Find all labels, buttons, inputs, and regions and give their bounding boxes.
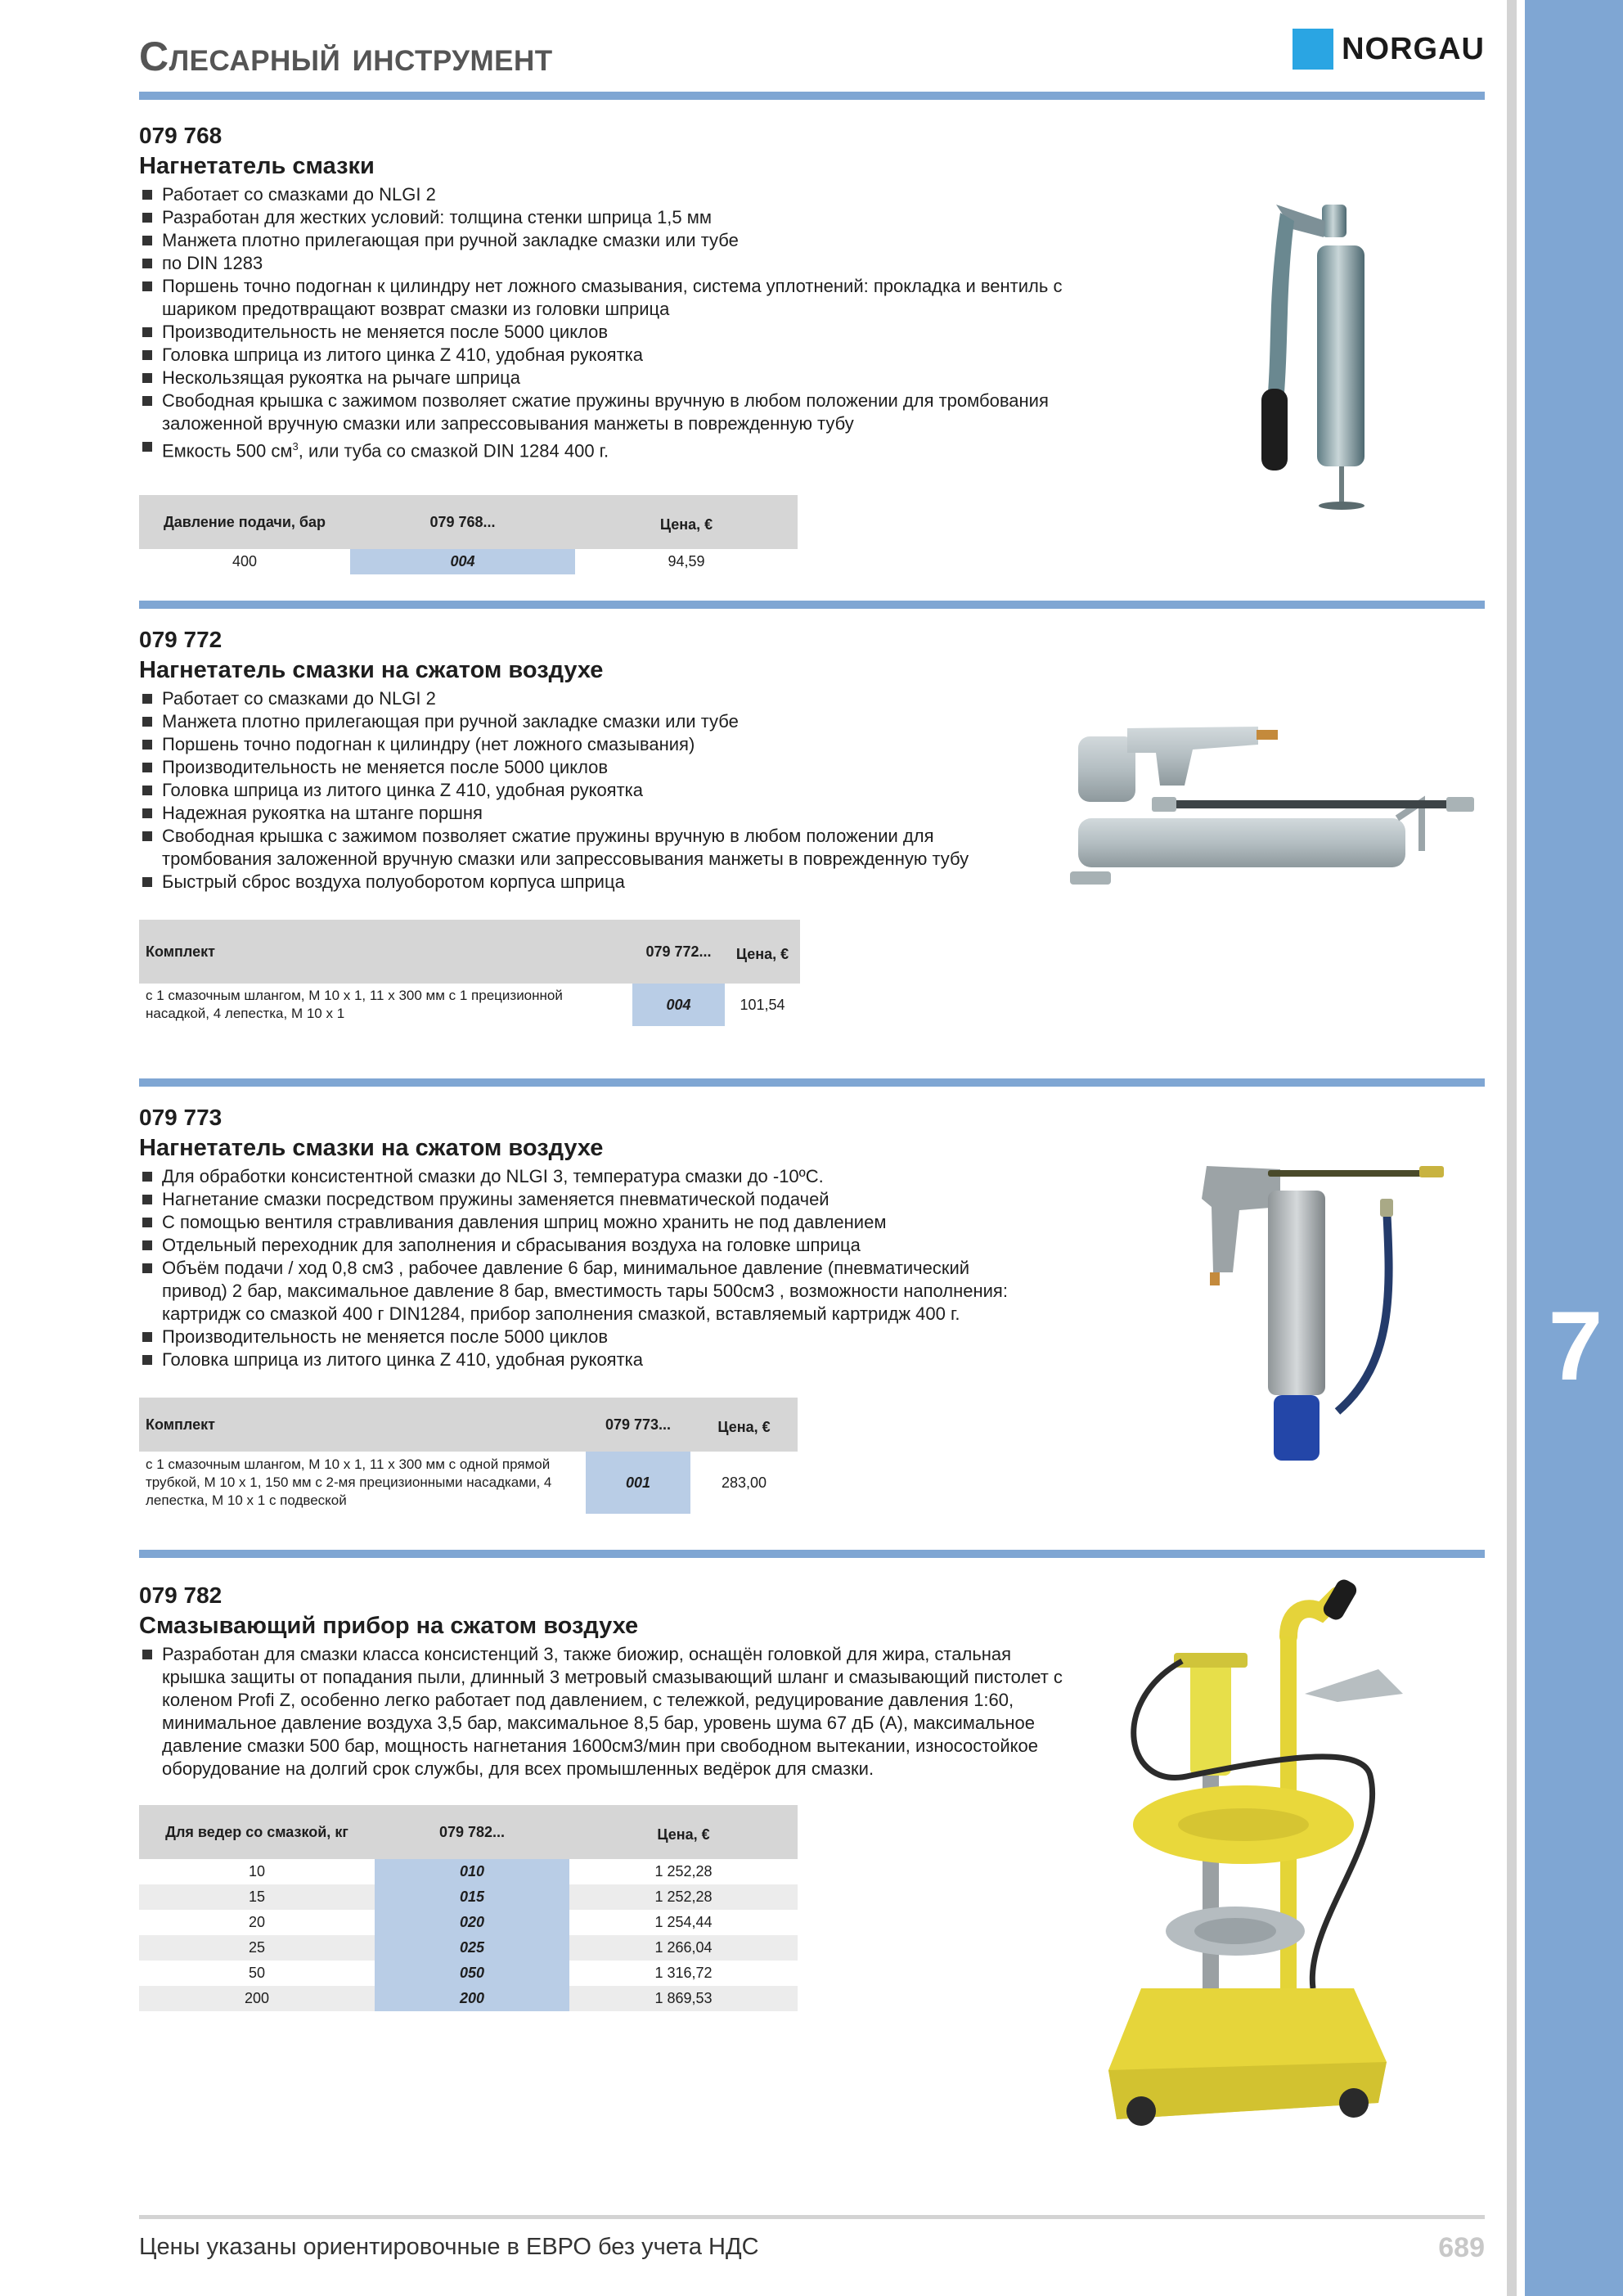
product-image-pneumatic-gun bbox=[1070, 712, 1479, 900]
feature-item: Свободная крышка с зажимом позволяет сжатие пружины вручную в любом положении для тромбования заложенной вручную смазки или запрессовывания манжеты в поврежденную тубу bbox=[139, 389, 1113, 435]
feature-item: Головка шприца из литого цинка Z 410, удобная рукоятка bbox=[139, 1348, 1031, 1371]
cell-price: 1 869,53 bbox=[569, 1986, 798, 2011]
feature-item: Разработан для смазки класса консистенций 3, также биожир, оснащён головкой для жира, стальная крышка защиты от попадания пыли, длинный 3 метровый смазывающий шланг и смазывающий пистолет с коленом Profi Z, особенно легко работает под давлением, с тележкой, редуцирование давления 1:60, минимальное давление воздуха 3,5 бар, максимальное 8,5 бар, уровень шума 67 дБ (А), максимальное давление смазки 500 бар, мощность нагнетания 1600см3/мин при свободном вытекании, износостойкое оборудование на долгий срок службы, для всех промышленных ведёрок для смазки. bbox=[139, 1643, 1063, 1781]
feature-item: по DIN 1283 bbox=[139, 252, 1113, 275]
col-header: Для ведер со смазкой, кг bbox=[139, 1805, 375, 1859]
capacity-sup: 3 bbox=[292, 440, 299, 452]
feature-item: Нескользящая рукоятка на рычаге шприца bbox=[139, 367, 1113, 389]
cell-article: 004 bbox=[632, 984, 725, 1026]
cell-article: 004 bbox=[350, 549, 575, 574]
section-rule bbox=[139, 1550, 1485, 1558]
cell-bucket: 50 bbox=[248, 1965, 266, 1981]
cell-price: 283,00 bbox=[721, 1474, 767, 1491]
cell-bucket: 20 bbox=[248, 1914, 266, 1930]
cell-bucket: 200 bbox=[139, 1986, 375, 2011]
col-header: Цена, € bbox=[690, 1398, 798, 1452]
cell-bucket: 10 bbox=[248, 1863, 266, 1880]
price-table bbox=[139, 495, 798, 574]
footer-rule bbox=[139, 2215, 1485, 2219]
price-table bbox=[139, 1805, 798, 2011]
table-row bbox=[139, 1935, 798, 1961]
product-code: 079 772 bbox=[139, 627, 223, 652]
product-title: Нагнетатель смазки на сжатом воздухе bbox=[139, 657, 604, 683]
price-table bbox=[139, 920, 800, 1026]
cell-bucket: 15 bbox=[139, 1884, 375, 1910]
feature-item: Производительность не меняется после 5000 циклов bbox=[139, 1326, 1031, 1348]
feature-item: Для обработки консистентной смазки до NLGI 3, температура смазки до -10ºC. bbox=[139, 1165, 1031, 1188]
feature-item: Разработан для жестких условий: толщина стенки шприца 1,5 мм bbox=[139, 206, 1113, 229]
feature-list bbox=[139, 1165, 1031, 1371]
feature-list bbox=[139, 687, 990, 894]
cell-price: 101,54 bbox=[740, 996, 785, 1013]
col-header: Комплект bbox=[139, 920, 632, 984]
product-title: Смазывающий прибор на сжатом воздухе bbox=[139, 1613, 639, 1639]
cell-price: 1 316,72 bbox=[654, 1965, 713, 1981]
col-header: Цена, € bbox=[569, 1805, 798, 1859]
feature-item: Головка шприца из литого цинка Z 410, удобная рукоятка bbox=[139, 779, 990, 802]
page-number: 689 bbox=[1438, 2232, 1485, 2263]
feature-item: Отдельный переходник для заполнения и сбрасывания воздуха на головке шприца bbox=[139, 1234, 1031, 1257]
feature-list bbox=[139, 183, 1113, 462]
footer-note: Цены указаны ориентировочные в ЕВРО без учета НДС bbox=[139, 2234, 759, 2260]
cell-price: 1 252,28 bbox=[654, 1863, 713, 1880]
side-strip bbox=[1507, 0, 1517, 2296]
col-header: Цена, € bbox=[575, 495, 798, 549]
feature-item: Головка шприца из литого цинка Z 410, удобная рукоятка bbox=[139, 344, 1113, 367]
table-row bbox=[139, 1884, 798, 1910]
product-code: 079 773 bbox=[139, 1105, 223, 1130]
feature-item: Свободная крышка с зажимом позволяет сжатие пружины вручную в любом положении для тромбования заложенной вручную смазки или запрессовывания манжеты в поврежденную тубу bbox=[139, 825, 990, 871]
col-header: 079 773... bbox=[586, 1398, 690, 1452]
chapter-number: 7 bbox=[1548, 1291, 1603, 1401]
capacity-text-end: , или туба со смазкой DIN 1284 400 г. bbox=[298, 440, 609, 461]
cell-article: 001 bbox=[586, 1452, 690, 1514]
page-header bbox=[139, 25, 1485, 98]
cell-price: 1 254,44 bbox=[654, 1914, 713, 1930]
section-rule bbox=[139, 1078, 1485, 1087]
product-code: 079 768 bbox=[139, 123, 223, 148]
table-row bbox=[139, 1452, 798, 1514]
feature-item: Работает со смазками до NLGI 2 bbox=[139, 183, 1113, 206]
feature-item: Производительность не меняется после 5000 циклов bbox=[139, 756, 990, 779]
col-header: Комплект bbox=[139, 1398, 586, 1452]
cell-kit: с 1 смазочным шлангом, М 10 х 1, 11 х 300 мм с одной прямой трубкой, М 10 х 1, 150 мм с 2-мя прецизионными насадками, 4 лепестка, М 10 х 1 с подвеской bbox=[146, 1456, 552, 1508]
header-rule bbox=[139, 92, 1485, 100]
brand-name: NORGAU bbox=[1342, 31, 1485, 66]
cell-article: 020 bbox=[375, 1910, 569, 1935]
table-row bbox=[139, 549, 798, 574]
cell-pressure: 400 bbox=[232, 553, 258, 570]
cell-article: 025 bbox=[375, 1935, 569, 1961]
feature-item: Манжета плотно прилегающая при ручной закладке смазки или тубе bbox=[139, 229, 1113, 252]
col-header: Давление подачи, бар bbox=[139, 495, 350, 549]
cell-price: 1 252,28 bbox=[569, 1884, 798, 1910]
product-title: Нагнетатель смазки bbox=[139, 153, 375, 179]
cell-price: 1 266,04 bbox=[569, 1935, 798, 1961]
feature-item: Быстрый сброс воздуха полуоборотом корпуса шприца bbox=[139, 871, 990, 894]
product-code: 079 782 bbox=[139, 1582, 223, 1608]
table-row bbox=[139, 984, 800, 1026]
feature-list bbox=[139, 1643, 1063, 1781]
cell-kit: с 1 смазочным шлангом, М 10 х 1, 11 х 300 мм с 1 прецизионной насадкой, 4 лепестка, М 10 х 1 bbox=[146, 988, 563, 1021]
cell-article: 050 bbox=[375, 1961, 569, 1986]
chapter-sidebar bbox=[1525, 0, 1623, 2296]
price-table bbox=[139, 1398, 798, 1514]
table-row bbox=[139, 1910, 798, 1935]
feature-item bbox=[139, 435, 1113, 462]
table-row bbox=[139, 1986, 798, 2011]
col-header: 079 782... bbox=[375, 1805, 569, 1859]
capacity-text: Емкость 500 см bbox=[162, 440, 293, 461]
cell-bucket: 25 bbox=[139, 1935, 375, 1961]
table-row bbox=[139, 1961, 798, 1986]
feature-item: Объём подачи / ход 0,8 см3 , рабочее давление 6 бар, минимальное давление (пневматический привод) 2 бар, максимальное давление 8 бар, вместимость тары 500см3 , возможности наполнения: картридж со смазкой 400 г DIN1284, прибор заполнения смазкой, вставляемый картридж 400 г. bbox=[139, 1257, 1031, 1326]
table-row bbox=[139, 1859, 798, 1884]
product-title: Нагнетатель смазки на сжатом воздухе bbox=[139, 1135, 604, 1161]
feature-item: Поршень точно подогнан к цилиндру нет ложного смазывания, система уплотнений: прокладка и вентиль с шариком предотвращают возврат смазки из головки шприца bbox=[139, 275, 1113, 321]
section-rule bbox=[139, 601, 1485, 609]
cell-article: 010 bbox=[375, 1859, 569, 1884]
feature-item: Работает со смазками до NLGI 2 bbox=[139, 687, 990, 710]
product-image-grease-gun bbox=[1243, 196, 1407, 515]
page-title: Слесарный инструмент bbox=[139, 34, 553, 79]
feature-item: Поршень точно подогнан к цилиндру (нет ложного смазывания) bbox=[139, 733, 990, 756]
logo-square-icon bbox=[1293, 29, 1333, 70]
cell-article: 200 bbox=[375, 1986, 569, 2011]
product-image-pneumatic-gun-hose bbox=[1190, 1158, 1452, 1469]
feature-item: Надежная рукоятка на штанге поршня bbox=[139, 802, 990, 825]
feature-item: Нагнетание смазки посредством пружины заменяется пневматической подачей bbox=[139, 1188, 1031, 1211]
cell-article: 015 bbox=[375, 1884, 569, 1910]
feature-item: Манжета плотно прилегающая при ручной закладке смазки или тубе bbox=[139, 710, 990, 733]
col-header: Цена, € bbox=[725, 920, 800, 984]
feature-item: С помощью вентиля стравливания давления шприц можно хранить не под давлением bbox=[139, 1211, 1031, 1234]
cell-price: 94,59 bbox=[668, 553, 705, 570]
product-image-grease-trolley bbox=[1092, 1579, 1436, 2152]
col-header: 079 772... bbox=[632, 920, 725, 984]
col-header: 079 768... bbox=[350, 495, 575, 549]
brand-logo bbox=[1293, 28, 1485, 70]
feature-item: Производительность не меняется после 5000 циклов bbox=[139, 321, 1113, 344]
